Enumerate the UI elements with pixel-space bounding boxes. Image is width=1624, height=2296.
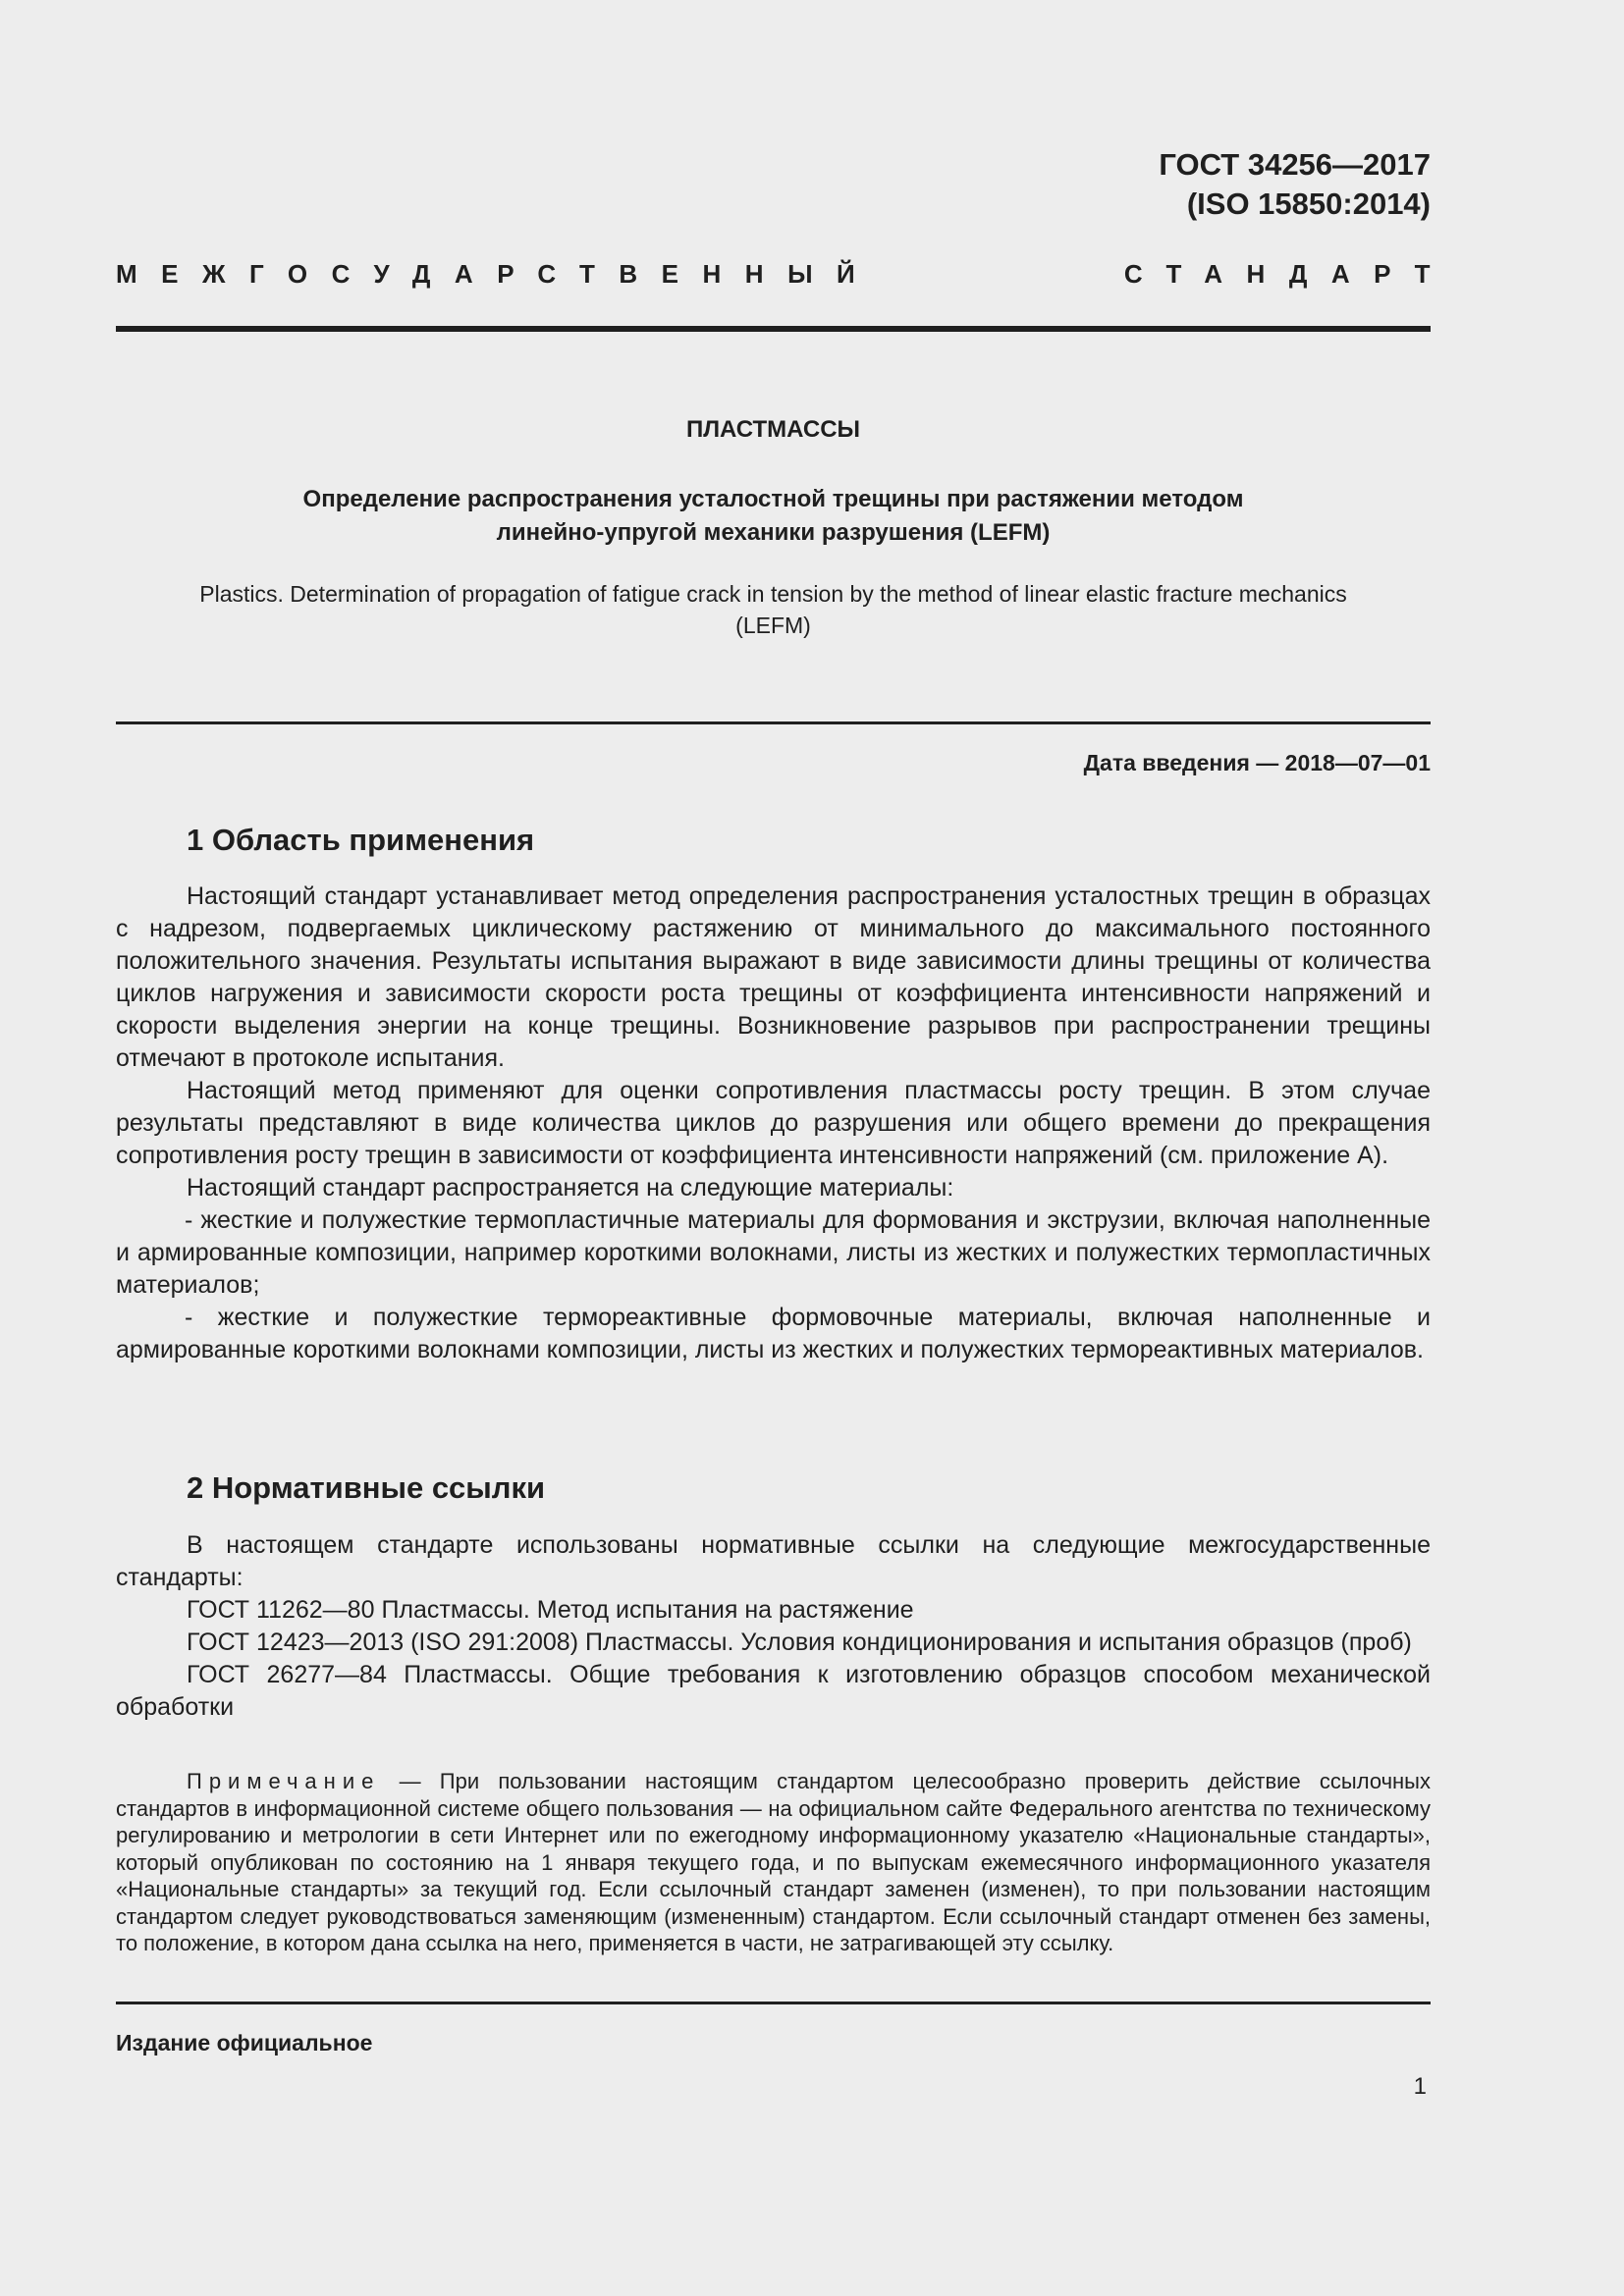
section1-list-item: - жесткие и полужесткие термореактивные формовочные материалы, включая наполненные и армированные короткими волокнами композиции, листы из жестких и полужестких термореактивных материалов. bbox=[116, 1304, 1431, 1363]
english-title-line2: (LEFM) bbox=[735, 613, 811, 638]
subtitle bbox=[116, 483, 1431, 550]
note-label: Примечание bbox=[187, 1769, 381, 1793]
subtitle-line1: Определение распространения усталостной трещины при растяжении методом bbox=[302, 486, 1244, 512]
document-number-gost: ГОСТ 34256—2017 bbox=[1159, 147, 1431, 182]
page-number: 1 bbox=[1413, 2073, 1427, 2100]
section1-heading: 1 Область применения bbox=[187, 823, 535, 857]
section1-paragraph: Настоящий стандарт устанавливает метод определения распространения усталостных трещин в образцах с надрезом, подвергаемых циклическому растяжению от минимального до максимального постоянного положительного значения. Результаты испытания выражают в виде зависимости длины трещины от количества циклов нагружения и зависимости скорости роста трещины от коэффициента интенсивности напряжений и скорости выделения энергии на конце трещины. Возникновение разрывов при распространении трещины отмечают в протоколе испытания. bbox=[116, 882, 1431, 1072]
section1-paragraph: Настоящий метод применяют для оценки сопротивления пластмассы росту трещин. В этом случае результаты представляют в виде количества циклов до разрушения или общего времени до прекращения сопротивления росту трещин в зависимости от коэффициента интенсивности напряжений (см. приложение А). bbox=[116, 1077, 1431, 1169]
reference-item: ГОСТ 11262—80 Пластмассы. Метод испытания на растяжение bbox=[187, 1596, 914, 1624]
section1-paragraph: Настоящий стандарт распространяется на следующие материалы: bbox=[187, 1174, 954, 1201]
standard-type bbox=[116, 255, 1454, 294]
section1-body bbox=[116, 881, 1431, 1366]
title-divider bbox=[116, 721, 1431, 724]
footer-divider bbox=[116, 2002, 1431, 2004]
subtitle-line2: линейно-упругой механики разрушения (LEFM) bbox=[496, 519, 1051, 546]
note bbox=[116, 1768, 1431, 1957]
note-paragraph bbox=[116, 1768, 1431, 1957]
section1-list-item: - жесткие и полужесткие термопластичные материалы для формования и экструзии, включая наполненные и армированные композиции, например короткими волокнами, листы из жестких и полужестких термопластичных материалов; bbox=[116, 1206, 1431, 1299]
english-title-line1: Plastics. Determination of propagation of fatigue crack in tension by the method of linear elastic fracture mechanics bbox=[199, 581, 1347, 607]
section2-heading: 2 Нормативные ссылки bbox=[187, 1470, 546, 1505]
reference-item: ГОСТ 26277—84 Пластмассы. Общие требования к изготовлению образцов способом механической обработки bbox=[116, 1661, 1431, 1721]
main-title: ПЛАСТМАССЫ bbox=[685, 416, 861, 443]
document-number bbox=[1159, 145, 1431, 224]
document-number-iso: (ISO 15850:2014) bbox=[1186, 187, 1431, 221]
standard-type-word1: МЕЖГОСУДАРСТВЕННЫЙ bbox=[116, 259, 880, 289]
reference-item: ГОСТ 12423—2013 (ISO 291:2008) Пластмассы. Условия кондиционирования и испытания образцов (проб) bbox=[187, 1629, 1412, 1656]
note-text: — При пользовании настоящим стандартом целесообразно проверить действие ссылочных стандартов в информационной системе общего пользования — на официальном сайте Федерального агентства по техническому регулированию и метрологии в сети Интернет или по ежегодному информационному указателю «Национальные стандарты», который опубликован по состоянию на 1 января текущего года, и по выпускам ежемесячного информационного указателя «Национальные стандарты» за текущий год. Если ссылочный стандарт заменен (изменен), то при пользовании настоящим стандартом следует руководствоваться заменяющим (измененным) стандартом. Если ссылочный стандарт отменен без замены, то положение, в котором дана ссылка на него, применяется в части, не затрагивающей эту ссылку. bbox=[116, 1769, 1431, 1955]
english-title bbox=[116, 578, 1431, 641]
header-divider bbox=[116, 326, 1431, 332]
edition-label: Издание официальное bbox=[116, 2030, 373, 2056]
standard-type-word2: СТАНДАРТ bbox=[1123, 259, 1454, 289]
section2-body bbox=[116, 1529, 1431, 1724]
section2-intro: В настоящем стандарте использованы нормативные ссылки на следующие межгосударственные стандарты: bbox=[116, 1531, 1431, 1591]
introduction-date: Дата введения — 2018—07—01 bbox=[1083, 750, 1431, 775]
